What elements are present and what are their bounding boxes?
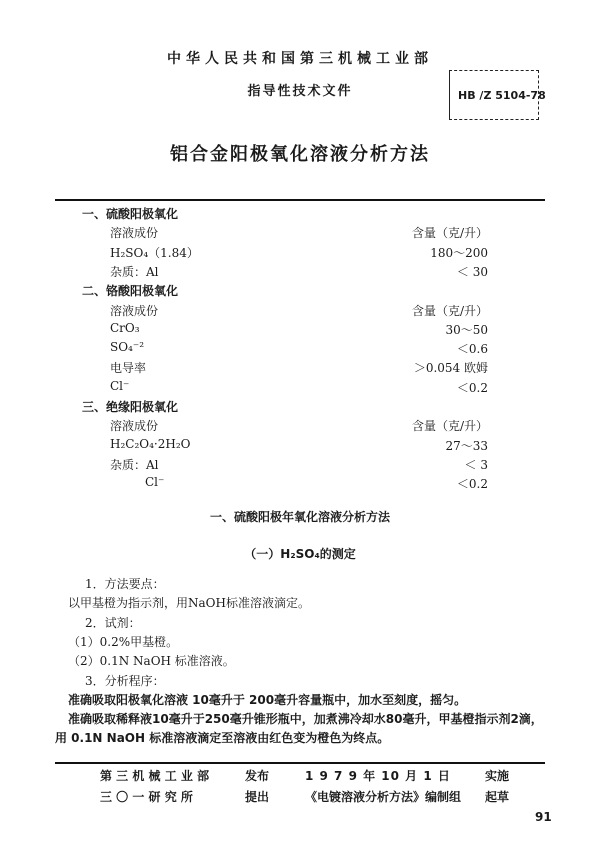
paragraph-line: 准确吸取稀释液10毫升于250毫升锥形瓶中，加煮沸冷却水80毫升，甲基橙指示剂2滴， <box>68 712 543 727</box>
component-label: H₂SO₄（1.84） <box>110 245 199 260</box>
composition-row <box>0 417 600 436</box>
composition-row <box>0 321 600 340</box>
section-subheading: （一）H₂SO₄的测定 <box>244 547 356 561</box>
component-value: 含量（克/升） <box>411 419 488 434</box>
component-label: Cl⁻ <box>145 475 165 490</box>
document-type: 指导性技术文件 <box>247 84 353 99</box>
proposer: 三 〇 一 研 究 所 <box>100 790 193 804</box>
paragraph-line: （1）0.2%甲基橙。 <box>68 634 179 649</box>
component-value: 180～200 <box>430 245 488 260</box>
effective-date: 1 9 7 9 年 10 月 1 日 <box>305 769 451 783</box>
effective-action: 实施 <box>485 769 510 783</box>
footer-divider <box>55 762 545 764</box>
component-label: 溶液成份 <box>110 419 159 434</box>
composition-row <box>0 282 600 301</box>
paragraph-line: 准确吸取阳极氧化溶液 10毫升于 200毫升容量瓶中，加水至刻度，摇匀。 <box>68 692 467 707</box>
composition-row <box>0 456 600 475</box>
component-value: 含量（克/升） <box>411 303 488 318</box>
drafter: 《电镀溶液分析方法》编制组 <box>305 790 462 804</box>
component-value: 27～33 <box>445 438 488 453</box>
propose-action: 提出 <box>245 790 270 804</box>
component-label: H₂C₂O₄·2H₂O <box>110 436 191 451</box>
composition-row <box>0 263 600 282</box>
component-value: ＜ 30 <box>456 264 488 279</box>
section-heading: 一、硫酸阳极年氧化溶液分析方法 <box>209 510 390 524</box>
component-label: 二、铬酸阳极氧化 <box>82 284 179 299</box>
composition-row <box>0 398 600 417</box>
paragraph-line: 2．试剂： <box>85 615 141 630</box>
issue-action: 发布 <box>245 769 270 783</box>
component-value: ＜0.2 <box>456 380 488 395</box>
component-label: 一、硫酸阳极氧化 <box>82 207 179 221</box>
component-label: 三、绝缘阳极氧化 <box>82 400 179 414</box>
component-value: ＜0.2 <box>456 477 488 492</box>
issuer: 第 三 机 械 工 业 部 <box>100 769 210 783</box>
composition-row <box>0 475 600 494</box>
paragraph-line: （2）0.1N NaOH 标准溶液。 <box>68 654 235 669</box>
component-label: 电导率 <box>110 361 147 376</box>
component-label: 溶液成份 <box>110 226 159 241</box>
component-label: 杂质：Al <box>110 457 159 472</box>
component-value: 30～50 <box>445 322 488 337</box>
paragraph-line: 1．方法要点： <box>85 577 165 591</box>
composition-row <box>0 224 600 243</box>
component-value: 含量（克/升） <box>411 226 488 241</box>
document-title: 铝合金阳极氧化溶液分析方法 <box>170 144 430 165</box>
standard-number: HB /Z 5104-78 <box>458 88 546 102</box>
header-divider <box>55 199 545 201</box>
standard-number-box <box>449 70 546 120</box>
composition-row <box>0 379 600 398</box>
draft-action: 起草 <box>485 790 510 804</box>
composition-row <box>0 340 600 359</box>
composition-row <box>0 359 600 378</box>
composition-row <box>0 302 600 321</box>
component-label: SO₄⁻² <box>110 340 145 355</box>
ministry-name: 中华人民共和国第三机械工业部 <box>167 51 433 67</box>
component-label: CrO₃ <box>110 320 140 335</box>
component-value: ＞0.054 欧姆 <box>413 361 488 376</box>
paragraph-line: 以甲基橙为指示剂，用NaOH标准溶液滴定。 <box>68 596 310 611</box>
component-label: Cl⁻ <box>110 378 130 393</box>
component-label: 杂质：Al <box>110 264 159 279</box>
paragraph-line: 3．分析程序： <box>85 673 165 688</box>
paragraph-line: 用 0.1N NaOH 标准溶液滴定至溶液由红色变为橙色为终点。 <box>55 731 390 746</box>
component-value: ＜ 3 <box>464 457 488 472</box>
composition-row <box>0 205 600 224</box>
composition-row <box>0 244 600 263</box>
component-value: ＜0.6 <box>456 342 488 357</box>
composition-row <box>0 437 600 456</box>
component-label: 溶液成份 <box>110 303 159 318</box>
page-number: 91 <box>535 810 552 824</box>
